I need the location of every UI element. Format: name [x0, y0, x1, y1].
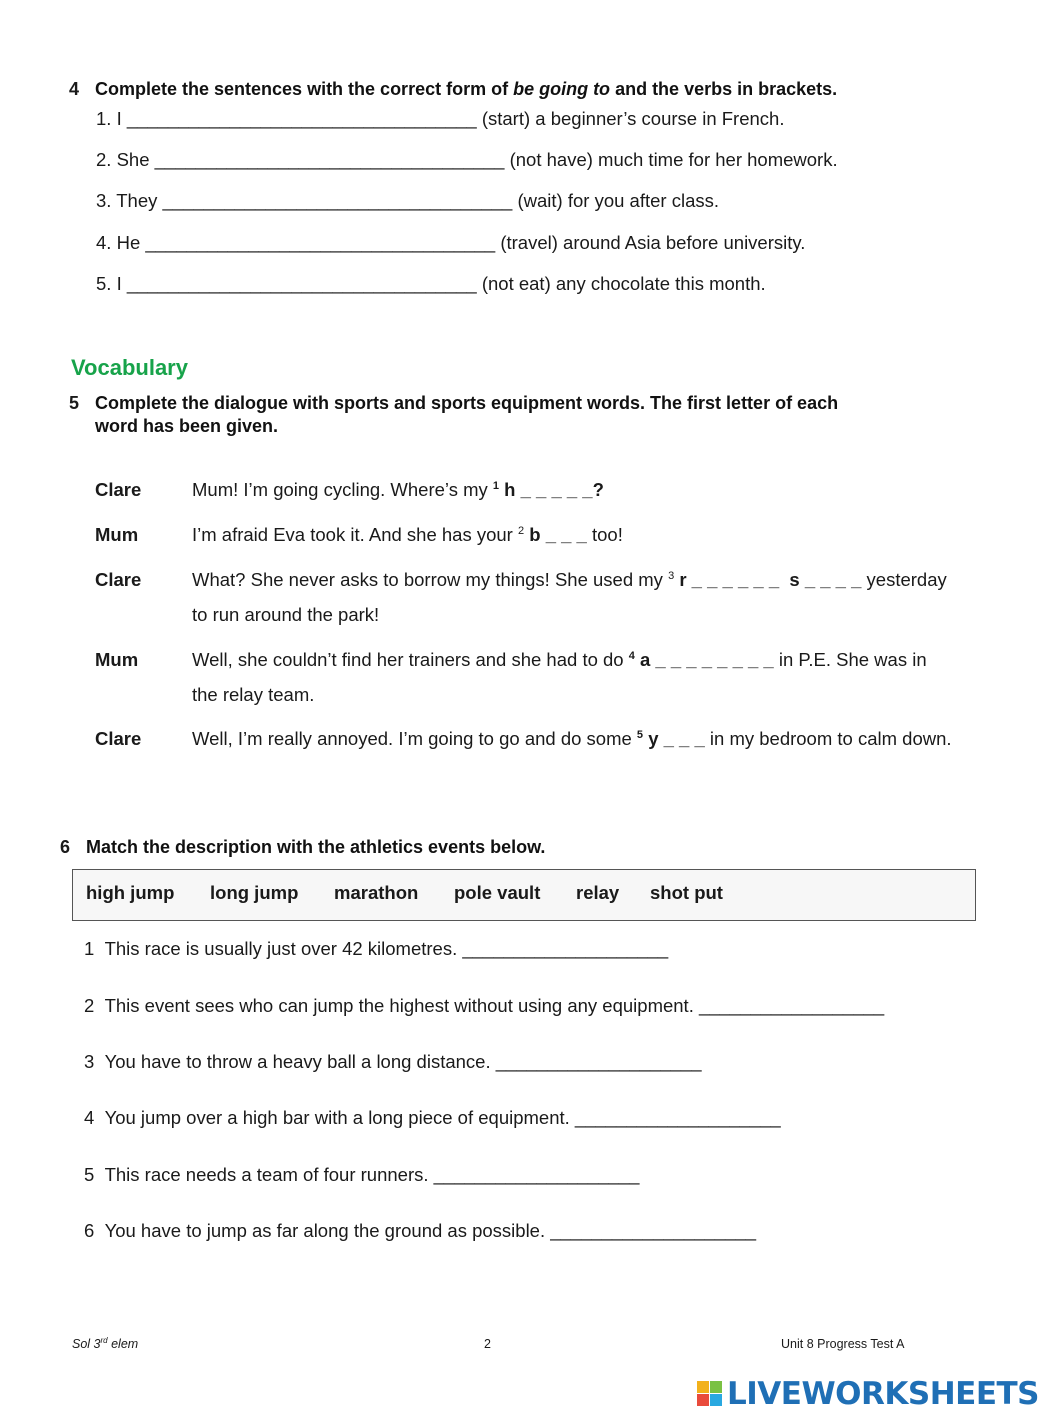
dialogue-line-5: Well, I’m really annoyed. I’m going to go and do some $^5$ y _ _ _ in my bedroom to calm down. — [192, 728, 952, 749]
q4-item-text: (travel) around Asia before university. — [500, 232, 806, 253]
word-box-event[interactable]: long jump — [210, 882, 299, 903]
q6-item — [84, 1107, 781, 1129]
q4-number: 4 — [69, 79, 80, 99]
q4-item-number: 1. — [96, 108, 112, 129]
word-box-event[interactable]: pole vault — [454, 882, 541, 903]
q4-item-5 — [96, 273, 766, 295]
q6-item-text[interactable]: You have to jump as far along the ground as possible. ____________________ — [104, 1220, 757, 1241]
liveworksheets-logo-icon — [697, 1381, 723, 1407]
q4-item-number: 4. — [96, 232, 112, 253]
gap-number: 2 — [517, 524, 525, 537]
q6-item — [84, 995, 884, 1017]
dialogue-line-3: What? She never asks to borrow my things! She used my $^3$ r _ _ _ _ _ _ s _ _ _ _ yesterday to run around the park! — [192, 569, 947, 625]
q4-item-text: (wait) for you after class. — [517, 190, 720, 211]
q6-item — [84, 1220, 756, 1242]
q6-item-text[interactable]: This race is usually just over 42 kilometres. ____________________ — [104, 938, 669, 959]
q6-item-text[interactable]: You have to throw a heavy ball a long distance. ____________________ — [104, 1051, 702, 1072]
dialogue-speaker: Clare — [95, 569, 142, 590]
q6-item-number: 5 — [84, 1164, 95, 1185]
word-box — [72, 869, 976, 921]
q4-answer-blank[interactable]: __________________________________ — [126, 108, 477, 129]
q6-number: 6 — [60, 837, 71, 857]
q4-title-emphasis: be going to — [513, 79, 611, 99]
q6-item-number: 4 — [84, 1107, 95, 1128]
q4-item-3 — [96, 190, 719, 212]
q4-answer-blank[interactable]: __________________________________ — [126, 273, 477, 294]
word-box-event[interactable]: high jump — [86, 882, 175, 903]
q6-item — [84, 1164, 639, 1186]
q6-item-number: 6 — [84, 1220, 95, 1241]
q4-answer-blank[interactable]: __________________________________ — [145, 232, 496, 253]
footer-page-number: 2 — [484, 1337, 491, 1351]
dialogue-speaker: Clare — [95, 479, 142, 500]
q6-item-number: 2 — [84, 995, 95, 1016]
q4-item-subject: I — [116, 273, 122, 294]
q4-item-subject: I — [116, 108, 122, 129]
footer-right: Unit 8 Progress Test A — [781, 1337, 905, 1351]
dialogue-speaker: Mum — [95, 649, 139, 670]
dialogue-speaker: Clare — [95, 728, 142, 749]
q6-item-number: 3 — [84, 1051, 95, 1072]
q6-item-number: 1 — [84, 938, 95, 959]
q4-item-subject: She — [116, 149, 150, 170]
q4-item-text: (start) a beginner’s course in French. — [481, 108, 785, 129]
answer-gap[interactable]: r _ _ _ _ _ _ s _ _ _ _ — [679, 569, 862, 590]
word-box-event[interactable]: marathon — [334, 882, 419, 903]
dialogue-line-1: Mum! I’m going cycling. Where’s my $^1$ h _ _ _ _ _? — [192, 479, 604, 500]
dialogue-line-2: I’m afraid Eva took it. And she has your $^2$ b _ _ _ too! — [192, 524, 623, 545]
q6-item-text[interactable]: This event sees who can jump the highest without using any equipment. __________________ — [104, 995, 885, 1016]
word-box-event[interactable]: shot put — [650, 882, 723, 903]
q4-item-number: 2. — [96, 149, 112, 170]
dialogue-speaker: Mum — [95, 524, 139, 545]
q6-item-text[interactable]: This race needs a team of four runners. ____________________ — [104, 1164, 640, 1185]
liveworksheets-watermark[interactable] — [697, 1376, 1039, 1412]
gap-number: 5 — [636, 728, 644, 741]
q5-number: 5 — [69, 393, 80, 413]
q4-item-number: 5. — [96, 273, 112, 294]
gap-number: 4 — [628, 649, 635, 662]
answer-gap[interactable]: b _ _ _ — [529, 524, 587, 545]
q4-item-text: (not have) much time for her homework. — [509, 149, 838, 170]
q4-title-pre: Complete the sentences with the correct form of — [95, 79, 514, 99]
q4-item-1 — [96, 108, 784, 130]
answer-gap[interactable]: a _ _ _ _ _ _ _ _ — [640, 649, 774, 670]
answer-gap[interactable]: h _ _ _ _ _? — [504, 479, 604, 500]
q6-title: Match the description with the athletics events below. — [86, 837, 546, 857]
q4-answer-blank[interactable]: __________________________________ — [162, 190, 513, 211]
q4-item-2 — [96, 149, 838, 171]
q5-title-line-1: Complete the dialogue with sports and sports equipment words. The first letter of each — [95, 393, 839, 413]
q4-answer-blank[interactable]: __________________________________ — [154, 149, 505, 170]
q4-title — [95, 79, 837, 100]
q6-item — [84, 938, 668, 960]
vocabulary-heading: Vocabulary — [71, 355, 188, 380]
q4-item-text: (not eat) any chocolate this month. — [481, 273, 766, 294]
dialogue-line-4: Well, she couldn’t find her trainers and she had to do $^4$ a _ _ _ _ _ _ _ _ in P.E. She was in the relay team. — [192, 649, 927, 705]
q4-item-4 — [96, 232, 805, 254]
q4-item-subject: They — [116, 190, 158, 211]
word-box-event[interactable]: relay — [576, 882, 620, 903]
answer-gap[interactable]: y _ _ _ — [648, 728, 705, 749]
gap-number: 1 — [492, 479, 500, 492]
gap-number: 3 — [668, 569, 675, 582]
q4-title-post: and the verbs in brackets. — [610, 79, 838, 99]
q6-item — [84, 1051, 702, 1073]
q4-item-number: 3. — [96, 190, 112, 211]
footer-left: Sol 3rd elem — [72, 1335, 139, 1351]
liveworksheets-wordmark: LIVEWORKSHEETS — [727, 1376, 1039, 1412]
q5-title-line-2: word has been given. — [95, 416, 279, 436]
q6-item-text[interactable]: You jump over a high bar with a long piece of equipment. ____________________ — [104, 1107, 781, 1128]
q4-item-subject: He — [116, 232, 141, 253]
